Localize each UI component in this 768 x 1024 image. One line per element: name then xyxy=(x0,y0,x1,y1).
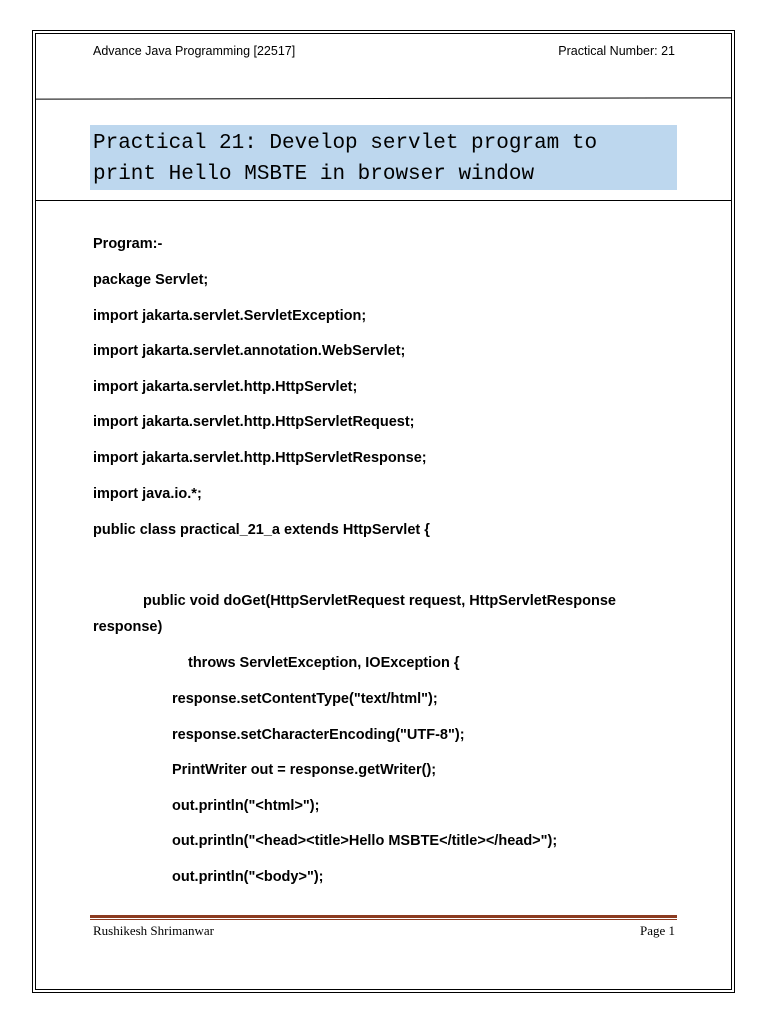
code-line: out.println("<body>"); xyxy=(172,869,324,885)
code-line: import java.io.*; xyxy=(93,486,202,502)
page-number: Page 1 xyxy=(639,923,675,938)
code-line: out.println("<html>"); xyxy=(172,798,320,814)
program-label: Program:- xyxy=(93,236,163,252)
practical-title-line-2: print Hello MSBTE in browser window xyxy=(93,163,535,186)
code-line: public void doGet(HttpServletRequest request, HttpServletResponse xyxy=(143,593,616,609)
code-line: import jakarta.servlet.http.HttpServletResponse; xyxy=(93,450,427,466)
code-line: import jakarta.servlet.ServletException; xyxy=(93,308,367,324)
code-line: response) xyxy=(93,619,163,635)
course-title: Advance Java Programming [22517] xyxy=(93,44,296,58)
code-line: throws ServletException, IOException { xyxy=(188,655,460,671)
code-line: import jakarta.servlet.http.HttpServlet; xyxy=(93,379,358,395)
footer-rule xyxy=(90,915,677,918)
title-divider xyxy=(35,200,732,201)
practical-title-box xyxy=(90,125,677,190)
footer-author: Rushikesh Shrimanwar xyxy=(93,923,214,938)
code-line: response.setContentType("text/html"); xyxy=(172,691,438,707)
code-line: package Servlet; xyxy=(93,272,209,288)
practical-title-line-1: Practical 21: Develop servlet program to xyxy=(93,132,598,155)
code-line: import jakarta.servlet.http.HttpServletRequest; xyxy=(93,414,415,430)
code-line: import jakarta.servlet.annotation.WebServlet; xyxy=(93,343,406,359)
code-line: public class practical_21_a extends HttpServlet { xyxy=(93,522,430,538)
practical-number: Practical Number: 21 xyxy=(558,44,675,58)
page-header xyxy=(93,44,675,60)
page-footer xyxy=(93,923,675,939)
code-line: out.println("<head><title>Hello MSBTE</title></head>"); xyxy=(172,833,558,849)
code-line: PrintWriter out = response.getWriter(); xyxy=(172,762,437,778)
code-line: response.setCharacterEncoding("UTF-8"); xyxy=(172,727,465,743)
footer-rule-thin xyxy=(90,919,677,920)
